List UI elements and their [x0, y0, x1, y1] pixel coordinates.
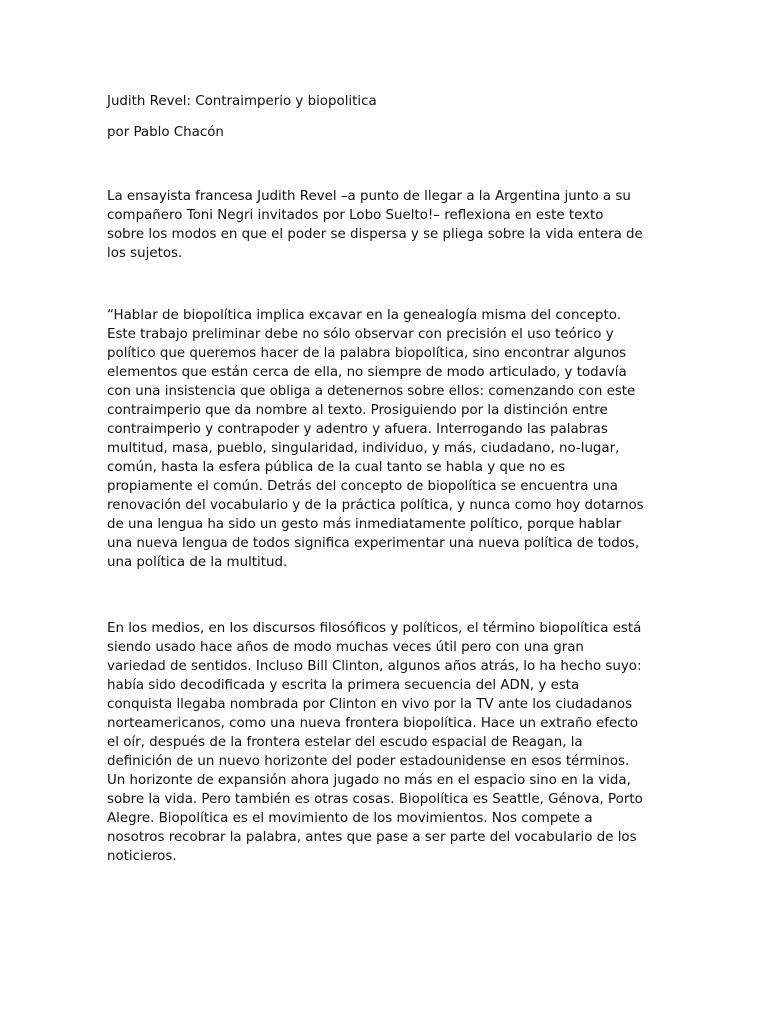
document-author: por Pablo Chacón	[107, 125, 224, 140]
paragraph-line: con una insistencia que obliga a detenernos sobre ellos: comenzando con este	[107, 384, 636, 399]
paragraph-line: Un horizonte de expansión ahora jugado no más en el espacio sino en la vida,	[107, 773, 631, 788]
paragraph-line: multitud, masa, pueblo, singularidad, individuo, y más, ciudadano, no-lugar,	[107, 441, 620, 456]
paragraph-line: contraimperio y contrapoder y adentro y afuera. Interrogando las palabras	[107, 422, 608, 437]
paragraph-line: definición de un nuevo horizonte del poder estadounidense en esos términos.	[107, 754, 630, 769]
paragraph-line: político que queremos hacer de la palabra biopolítica, sino encontrar algunos	[107, 346, 627, 361]
paragraph-line: común, hasta la esfera pública de la cual tanto se habla y que no es	[107, 460, 566, 475]
paragraph-line: “Hablar de biopolítica implica excavar en la genealogía misma del concepto.	[107, 308, 622, 323]
paragraph-line: contraimperio que da nombre al texto. Prosiguiendo por la distinción entre	[107, 403, 608, 418]
paragraph-line: compañero Toni Negri invitados por Lobo Suelto!– reflexiona en este texto	[107, 208, 604, 223]
paragraph-line: de una lengua ha sido un gesto más inmediatamente político, porque hablar	[107, 517, 622, 532]
paragraph-line: los sujetos.	[107, 246, 183, 261]
paragraph-line: noticieros.	[107, 849, 177, 864]
paragraph-line: En los medios, en los discursos filosóficos y políticos, el término biopolítica está	[107, 621, 642, 636]
paragraph-line: conquista llegaba nombrada por Clinton en vivo por la TV ante los ciudadanos	[107, 697, 633, 712]
paragraph-line: elementos que están cerca de ella, no siempre de modo articulado, y todavía	[107, 365, 627, 380]
paragraph-line: variedad de sentidos. Incluso Bill Clinton, algunos años atrás, lo ha hecho suyo:	[107, 659, 642, 674]
paragraph-line: una política de la multitud.	[107, 555, 288, 570]
paragraph-line: Este trabajo preliminar debe no sólo observar con precisión el uso teórico y	[107, 327, 614, 342]
paragraph-line: una nueva lengua de todos significa experimentar una nueva política de todos,	[107, 536, 640, 551]
paragraph-line: propiamente el común. Detrás del concepto de biopolítica se encuentra una	[107, 479, 618, 494]
paragraph-quote	[107, 306, 644, 572]
paragraph-line: siendo usado hace años de modo muchas veces útil pero con una gran	[107, 640, 584, 655]
paragraph-media	[107, 619, 643, 866]
paragraph-line: renovación del vocabulario y de la práctica política, y nunca como hoy dotarnos	[107, 498, 644, 513]
document-title: Judith Revel: Contraimperio y biopolitica	[107, 94, 377, 109]
paragraph-line: sobre los modos en que el poder se dispersa y se pliega sobre la vida entera de	[107, 227, 643, 242]
paragraph-intro	[107, 187, 643, 263]
document-page	[107, 92, 667, 864]
paragraph-line: La ensayista francesa Judith Revel –a punto de llegar a la Argentina junto a su	[107, 189, 631, 204]
paragraph-line: nosotros recobrar la palabra, antes que pase a ser parte del vocabulario de los	[107, 830, 637, 845]
paragraph-line: había sido decodificada y escrita la primera secuencia del ADN, y esta	[107, 678, 580, 693]
paragraph-line: el oír, después de la frontera estelar del escudo espacial de Reagan, la	[107, 735, 583, 750]
paragraph-line: Alegre. Biopolítica es el movimiento de los movimientos. Nos compete a	[107, 811, 593, 826]
paragraph-line: sobre la vida. Pero también es otras cosas. Biopolítica es Seattle, Génova, Porto	[107, 792, 643, 807]
paragraph-line: norteamericanos, como una nueva frontera biopolítica. Hace un extraño efecto	[107, 716, 639, 731]
